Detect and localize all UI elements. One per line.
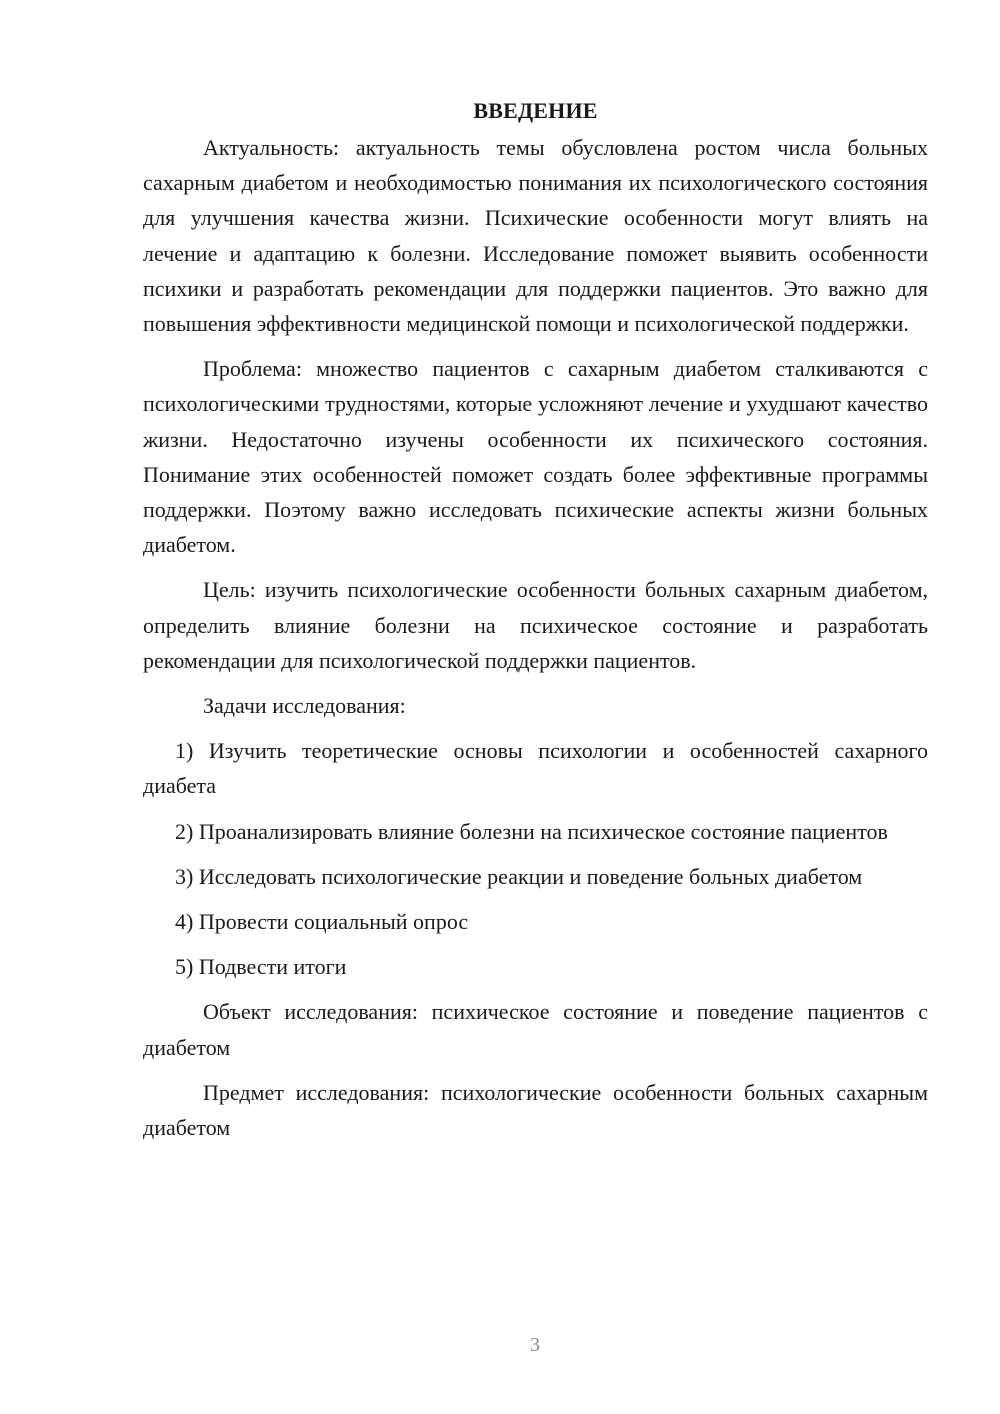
section-heading: ВВЕДЕНИЕ — [473, 98, 598, 123]
task-item-1: 1) Изучить теоретические основы психологии и особенностей сахарного диабета — [143, 738, 928, 799]
document-page — [143, 96, 928, 1145]
goal-paragraph: Цель: изучить психологические особенности больных сахарным диабетом, определить влияние болезни на психическое состояние и разработать рекомендации для психологической поддержки пациентов. — [143, 577, 928, 673]
task-item-2: 2) Проанализировать влияние болезни на психическое состояние пациентов — [175, 818, 888, 844]
object-paragraph: Объект исследования: психическое состояние и поведение пациентов с диабетом — [143, 999, 928, 1060]
task-item-3: 3) Исследовать психологические реакции и поведение больных диабетом — [175, 863, 863, 889]
task-item-4: 4) Провести социальный опрос — [175, 909, 469, 935]
problem-paragraph: Проблема: множество пациентов с сахарным диабетом сталкиваются с психологическими трудностями, которые усложняют лечение и ухудшают качество жизни. Недостаточно изучены особенности их психического состояния. Понимание этих особенностей поможет создать более эффективные программы поддержки. Поэтому важно исследовать психические аспекты жизни больных диабетом. — [143, 356, 928, 558]
relevance-paragraph: Актуальность: актуальность темы обусловлена ростом числа больных сахарным диабетом и необходимостью понимания их психологического состояния для улучшения качества жизни. Психические особенности могут влиять на лечение и адаптацию к болезни. Исследование поможет выявить особенности психики и разработать рекомендации для поддержки пациентов. Это важно для повышения эффективности медицинской помощи и психологической поддержки. — [143, 135, 928, 337]
task-item-5: 5) Подвести итоги — [175, 954, 347, 980]
tasks-title: Задачи исследования: — [203, 693, 406, 719]
subject-paragraph: Предмет исследования: психологические особенности больных сахарным диабетом — [143, 1079, 928, 1141]
page-number: 3 — [530, 1334, 540, 1356]
